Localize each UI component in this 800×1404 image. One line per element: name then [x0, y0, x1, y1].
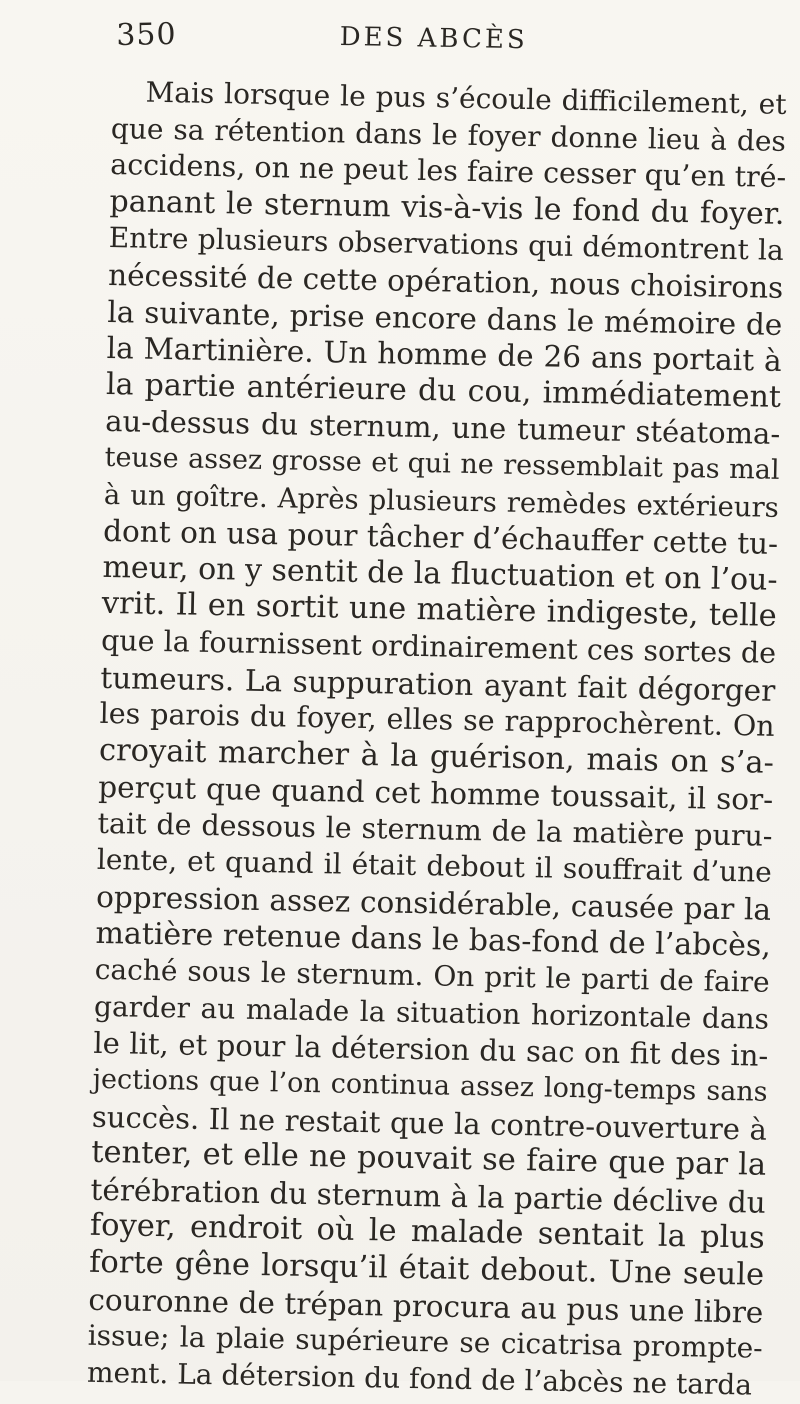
- text-line: foyer, endroit où le malade sentait la plus: [89, 1208, 766, 1257]
- text-line: perçut que quand cet homme toussait, il sor-: [97, 770, 774, 818]
- text-line: dont on usa pour tâcher d’échauffer cette tu-: [102, 514, 779, 561]
- text-line: garder au malade la situation horizontale dans: [93, 989, 770, 1036]
- text-line: teuse assez grosse et qui ne ressemblait pas mal: [104, 441, 780, 486]
- text-line: forte gêne lorsqu’il était debout. Une seule: [88, 1244, 765, 1293]
- text-line: meur, on y sentit de la fluctuation et on l’ou-: [102, 549, 778, 598]
- text-line: ment. La détersion du fond de l’abcès ne tarda: [86, 1355, 753, 1402]
- text-line: oppression assez considérable, causée par la: [95, 879, 772, 927]
- text-line: que sa rétention dans le foyer donne lieu à des: [110, 111, 787, 158]
- text-line: tumeurs. La suppuration ayant fait dégorger: [100, 660, 776, 708]
- page-header: [116, 6, 740, 56]
- running-head: DES ABCÈS: [339, 22, 528, 56]
- text-line: couronne de trépan procura au pus une libre: [88, 1282, 764, 1330]
- text-line: le lit, et pour la détersion du sac on fit des in-: [93, 1026, 769, 1074]
- text-line: matière retenue dans le bas-fond de l’abcès,: [95, 915, 772, 964]
- text-line: lente, et quand il était debout il souffrait d’une: [96, 843, 773, 890]
- text-line: nécessité de cette opération, nous choisirons: [107, 257, 784, 305]
- text-line: la partie antérieure du cou, immédiatement: [105, 366, 782, 415]
- text-line: jections que l’on continua assez long-temps sans: [92, 1063, 768, 1108]
- text-line: les parois du foyer, elles se rapprochèrent. On: [99, 696, 775, 743]
- text-line: Mais lorsque le pus s’écoule difficilement, et: [145, 75, 787, 121]
- text-line: tait de dessous le sternum de la matière puru-: [97, 806, 773, 853]
- text-line: la suivante, prise encore dans le mémoire de: [107, 294, 783, 342]
- text-line: tenter, et elle ne pouvait se faire que par la: [90, 1135, 767, 1183]
- text-line: vrit. Il en sortit une matière indigeste, telle: [101, 586, 778, 635]
- text-line: que la fournissent ordinairement ces sortes de: [100, 623, 777, 670]
- text-line: au-dessus du sternum, une tumeur stéatoma-: [105, 404, 781, 452]
- text-line: térébration du sternum à la partie déclive du: [90, 1172, 766, 1220]
- text-line: succès. Il ne restait que la contre-ouverture à: [91, 1099, 768, 1147]
- text-line: Entre plusieurs observations qui démontrent la: [108, 221, 785, 268]
- text-line: la Martinière. Un homme de 26 ans portait à: [106, 331, 782, 379]
- page-number: 350: [116, 16, 177, 53]
- body-text: [87, 74, 787, 1404]
- text-line: panant le sternum vis-à-vis le fond du foyer.: [109, 183, 785, 232]
- text-line: à un goître. Après plusieurs remèdes extérieurs: [103, 478, 780, 524]
- text-line: accidens, on ne peut les faire cesser qu’en tré-: [109, 148, 787, 195]
- text-line: croyait marcher à la guérison, mais on s’a-: [98, 732, 775, 781]
- text-line: caché sous le sternum. On prit le parti de faire: [94, 953, 770, 1000]
- text-line: issue; la plaie supérieure se cicatrisa prompte-: [87, 1318, 763, 1365]
